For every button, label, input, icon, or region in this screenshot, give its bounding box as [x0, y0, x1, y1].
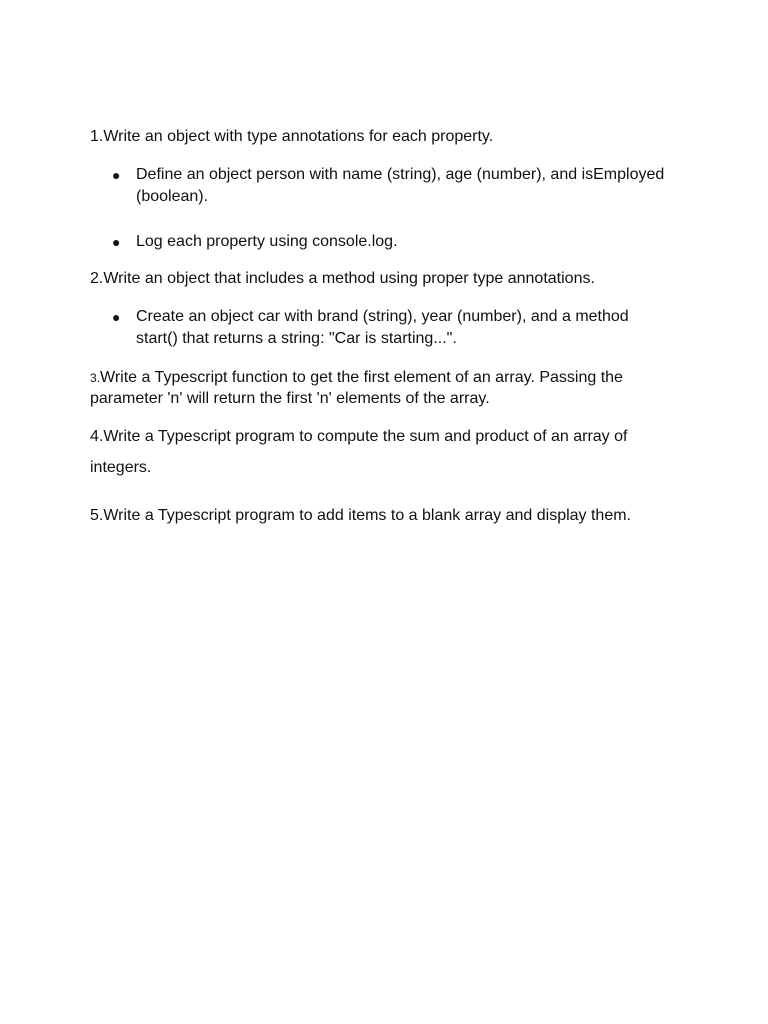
- question-3-line-2: parameter 'n' will return the first 'n' elements of the array.: [90, 390, 490, 407]
- question-3-number: 3.: [90, 371, 101, 385]
- question-2-text: Write an object that includes a method using proper type annotations.: [103, 270, 595, 287]
- question-5-number: 5.: [90, 507, 104, 524]
- question-5-text: Write a Typescript program to add items to a blank array and display them.: [103, 507, 631, 524]
- question-3: [90, 367, 623, 389]
- bullet-marker: ●: [112, 167, 121, 183]
- question-5: [90, 505, 631, 527]
- question-2-number: 2.: [90, 270, 104, 287]
- bullet-marker: ●: [112, 234, 121, 250]
- bullet-marker: ●: [112, 309, 121, 325]
- question-2-bullet-1-line-1: Create an object car with brand (string), year (number), and a method: [136, 308, 629, 325]
- question-4-line-2: integers.: [90, 459, 152, 476]
- question-2-bullet-1-line-2: start() that returns a string: "Car is starting...".: [136, 330, 457, 347]
- question-2: [90, 268, 595, 290]
- question-1-bullet-1-line-2: (boolean).: [136, 188, 209, 205]
- question-4: [90, 426, 627, 448]
- question-1-bullet-1-line-1: Define an object person with name (string), age (number), and isEmployed: [136, 166, 665, 183]
- question-4-number: 4.: [90, 428, 104, 445]
- question-3-line-1: Write a Typescript function to get the first element of an array. Passing the: [100, 369, 623, 386]
- question-1-number: 1.: [90, 128, 104, 145]
- question-4-line-1: Write a Typescript program to compute the sum and product of an array of: [103, 428, 628, 445]
- question-1-bullet-2-line-1: Log each property using console.log.: [136, 233, 398, 250]
- question-1: [90, 126, 493, 148]
- question-1-text: Write an object with type annotations for each property.: [103, 128, 494, 145]
